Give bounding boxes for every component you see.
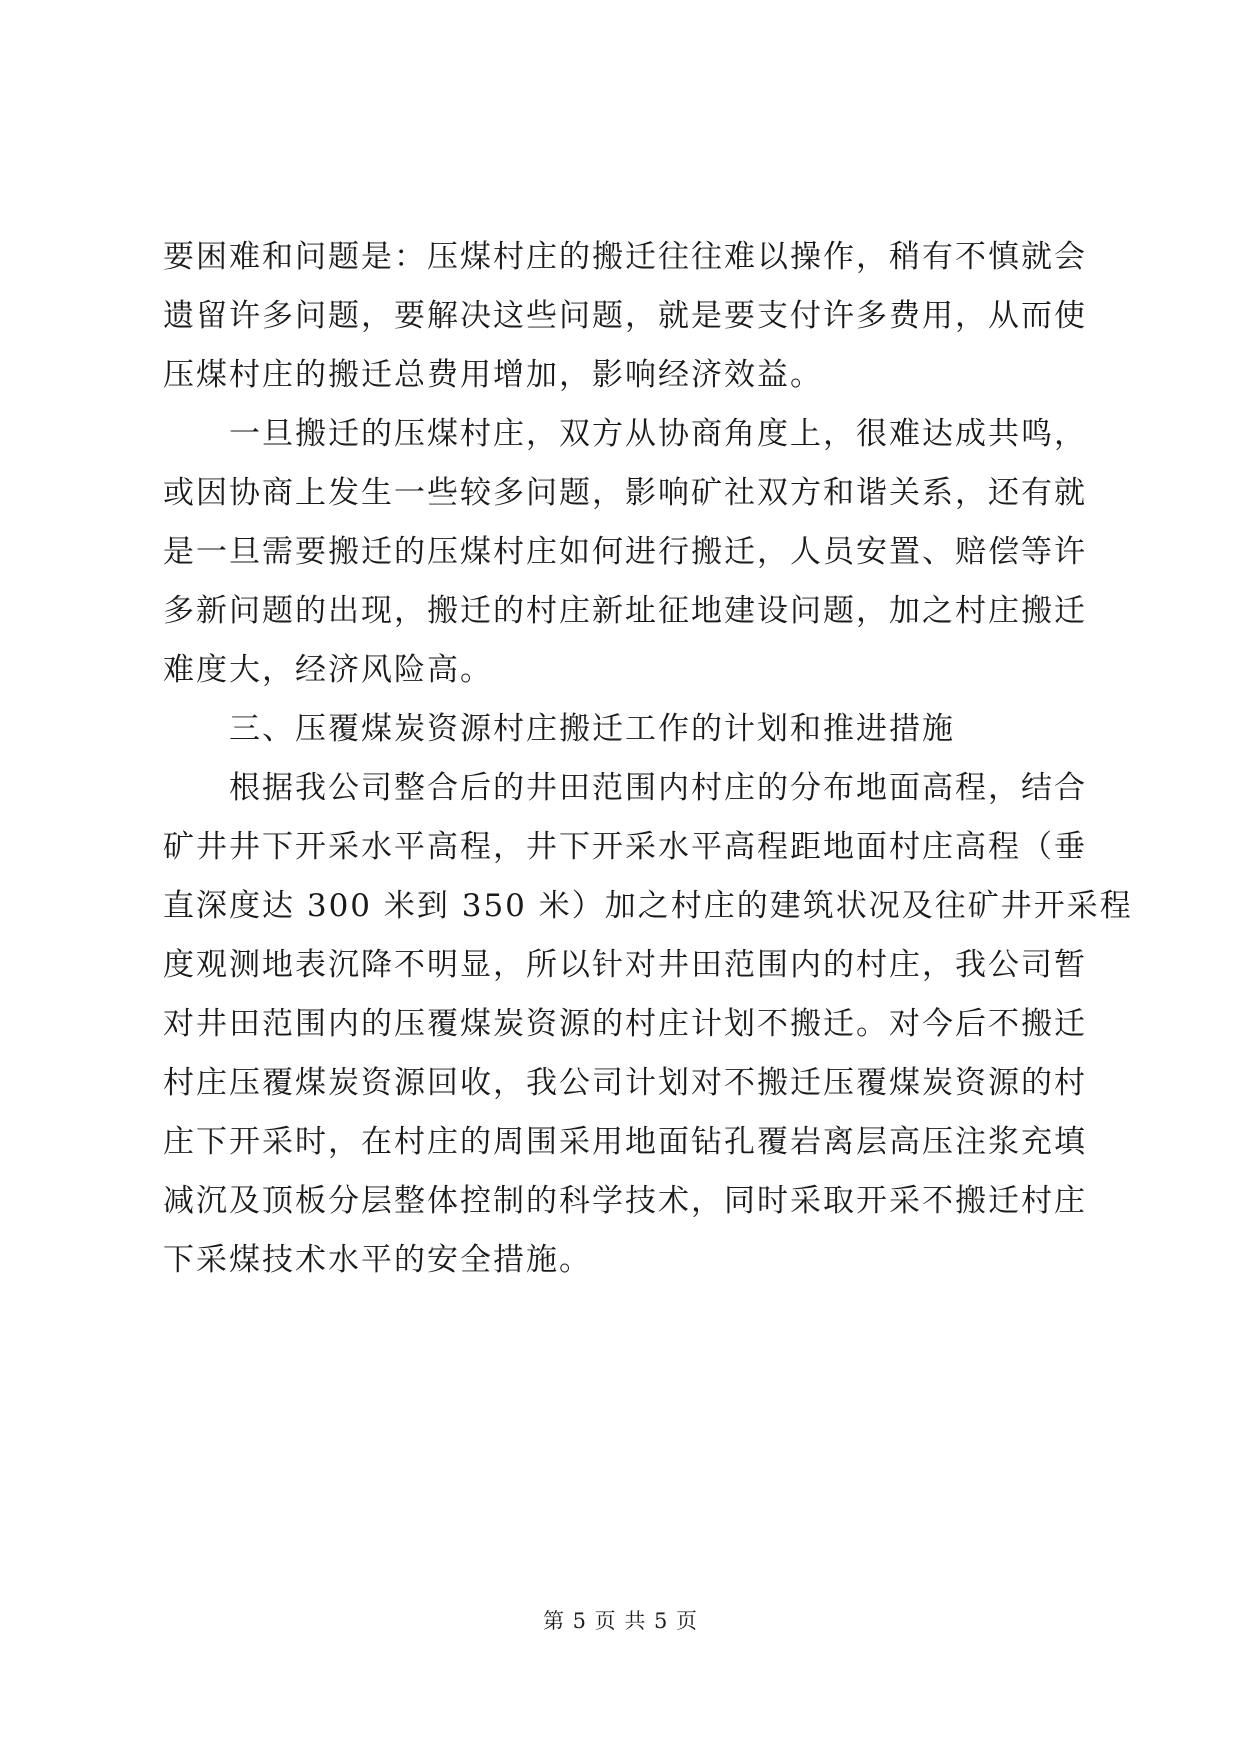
text-line: 难度大，经济风险高。: [163, 652, 493, 688]
text-line: 遗留许多问题，要解决这些问题，就是要支付许多费用，从而使: [163, 298, 1087, 334]
text-line: 减沉及顶板分层整体控制的科学技术，同时采取开采不搬迁村庄: [163, 1183, 1087, 1219]
text-line: 要困难和问题是：压煤村庄的搬迁往往难以操作，稍有不慎就会: [163, 239, 1087, 275]
section-heading: 三、压覆煤炭资源村庄搬迁工作的计划和推进措施: [229, 711, 955, 747]
text-line: 下采煤技术水平的安全措施。: [163, 1242, 592, 1278]
text-line: 庄下开采时，在村庄的周围采用地面钻孔覆岩离层高压注浆充填: [163, 1124, 1087, 1160]
text-line: 度观测地表沉降不明显，所以针对井田范围内的村庄，我公司暂: [163, 947, 1087, 983]
text-line: 是一旦需要搬迁的压煤村庄如何进行搬迁，人员安置、赔偿等许: [163, 534, 1087, 570]
text-line: 对井田范围内的压覆煤炭资源的村庄计划不搬迁。对今后不搬迁: [163, 1006, 1087, 1042]
page-number-footer: 第 5 页 共 5 页: [542, 1609, 699, 1633]
text-line: 或因协商上发生一些较多问题，影响矿社双方和谐关系，还有就: [163, 475, 1087, 511]
paragraph-start-line: 根据我公司整合后的井田范围内村庄的分布地面高程，结合: [229, 770, 1087, 806]
text-line: 压煤村庄的搬迁总费用增加，影响经济效益。: [163, 357, 823, 393]
text-line: 矿井井下开采水平高程，井下开采水平高程距地面村庄高程（垂: [163, 829, 1087, 865]
text-line: 直深度达 300 米到 350 米）加之村庄的建筑状况及往矿井开采程: [163, 888, 1133, 924]
text-line: 多新问题的出现，搬迁的村庄新址征地建设问题，加之村庄搬迁: [163, 593, 1087, 629]
text-line: 村庄压覆煤炭资源回收，我公司计划对不搬迁压覆煤炭资源的村: [163, 1065, 1087, 1101]
document-body: [163, 228, 1133, 1290]
paragraph-start-line: 一旦搬迁的压煤村庄，双方从协商角度上，很难达成共鸣，: [229, 416, 1087, 452]
